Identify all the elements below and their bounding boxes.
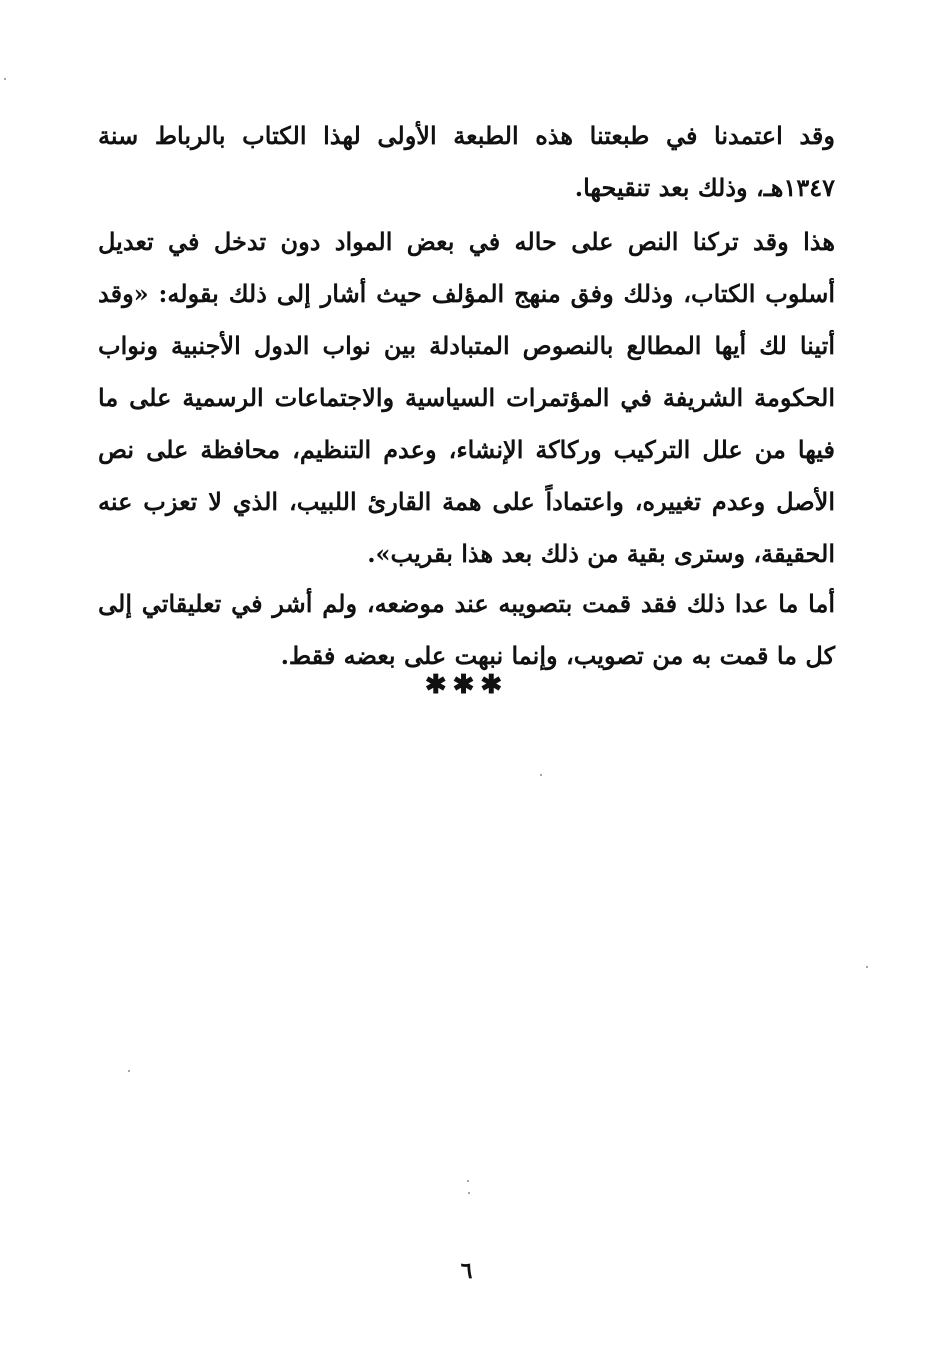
paragraph-2: هذا وقد تركنا النص على حاله في بعض المواد دون تدخل في تعديل أسلوب الكتاب، وذلك وفق منهج المؤلف حيث أشار إلى ذلك بقوله: «وقد أتينا لك أيها المطالع بالنصوص المتبادلة بين نواب الدول الأجنبية ونواب الحكومة الشريفة في المؤتمرات السياسية والاجتماعات الرسمية على ما فيها من علل التركيب وركاكة الإنشاء، وعدم التنظيم، محافظة على نص الأصل وعدم تغييره، واعتماداً على همة القارئ اللبيب، الذي لا تعزب عنه الحقيقة، وسترى بقية من ذلك بعد هذا بقريب». [98,227,835,568]
scan-speck [468,1192,470,1194]
scan-speck [467,1180,469,1182]
scan-speck [866,966,868,968]
paragraph-1: وقد اعتمدنا في طبعتنا هذه الطبعة الأولى لهذا الكتاب بالرباط سنة ١٣٤٧هـ، وذلك بعد تنقيحها. [98,121,835,202]
scan-speck [540,774,542,776]
scan-speck [4,78,6,80]
paragraph-3: أما ما عدا ذلك فقد قمت بتصويبه عند موضعه، ولم أشر في تعليقاتي إلى كل ما قمت به من تصويب، وإنما نبهت على بعضه فقط. [98,589,836,670]
page-number: ٦ [460,1258,473,1284]
section-separator: ✱✱✱ [424,670,509,700]
scan-speck [128,1070,130,1072]
